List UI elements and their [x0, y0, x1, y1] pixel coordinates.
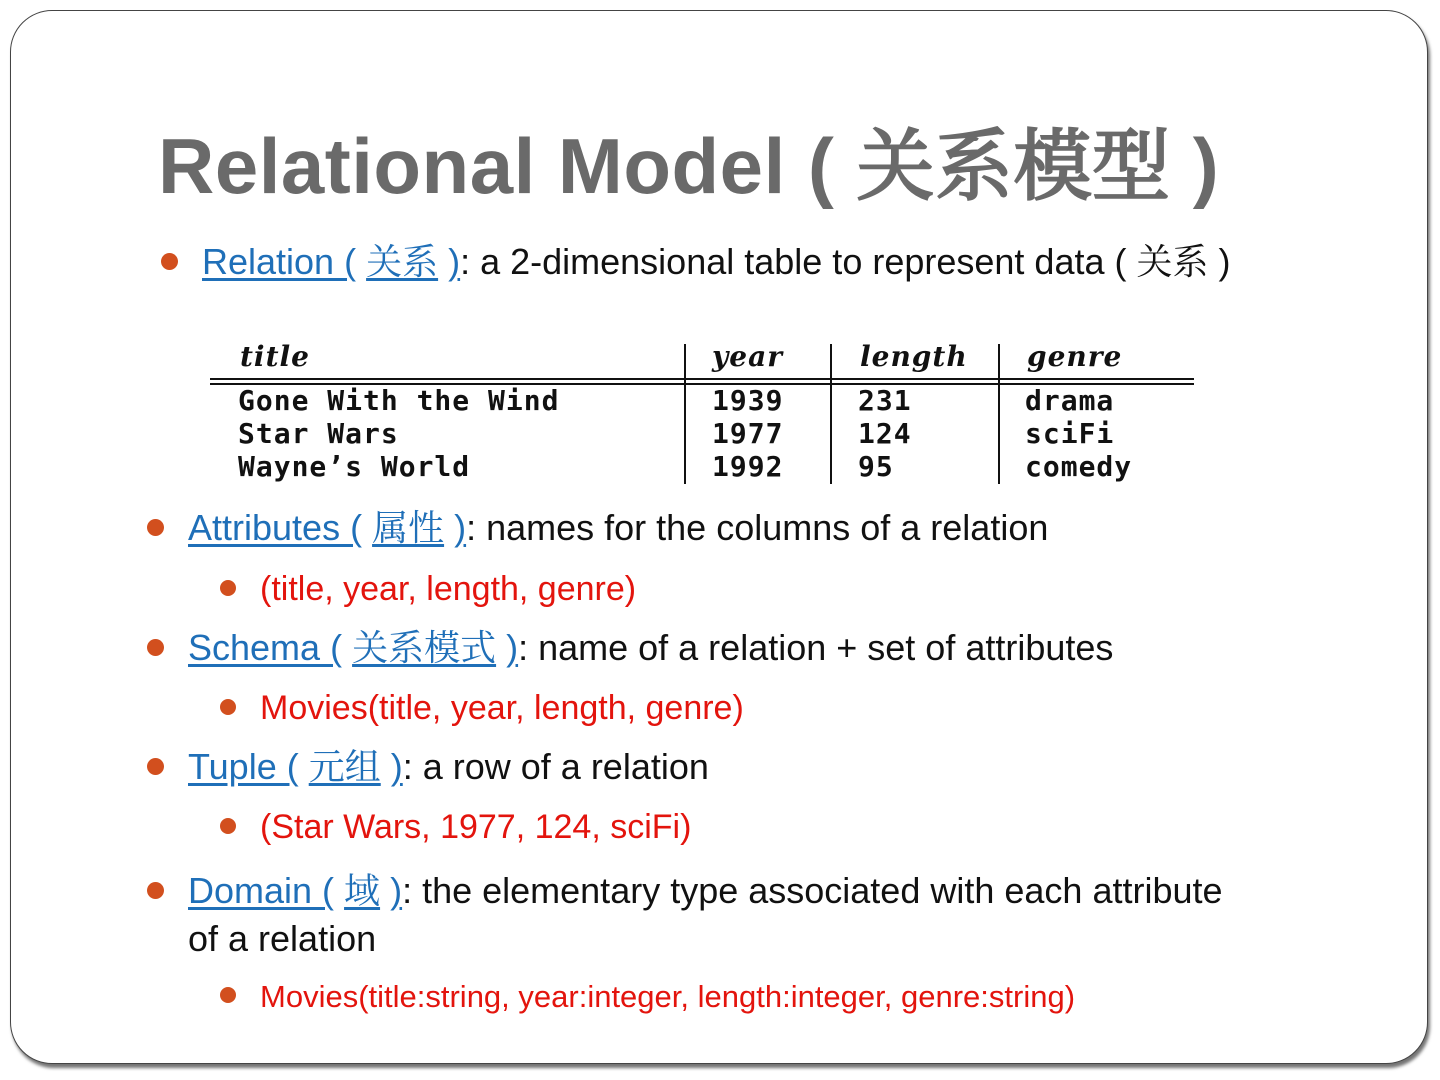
table-header-rule: [210, 378, 1194, 380]
domain-cn-link[interactable]: 域: [344, 870, 381, 911]
table-column-divider: [998, 344, 1000, 484]
sub-bullet-schema-example: [260, 685, 744, 731]
bullet-schema: [188, 624, 1113, 672]
bullet-dot: [147, 882, 164, 899]
bullet-attributes: [188, 504, 1048, 552]
table-header-year: year: [712, 340, 783, 373]
domain-definition-line2: of a relation: [188, 918, 377, 959]
sub-bullet-dot: [220, 699, 236, 715]
table-column-divider: [684, 344, 686, 484]
relation-link[interactable]: Relation (: [202, 241, 357, 282]
table-column-divider: [830, 344, 832, 484]
schema-example: Movies(title, year, length, genre): [260, 689, 744, 727]
domain-definition: : the elementary type associated with each attribute: [402, 870, 1223, 911]
attributes-definition: : names for the columns of a relation: [466, 507, 1049, 548]
table-cell: 1939: [712, 384, 784, 417]
attributes-link[interactable]: Attributes (: [188, 507, 363, 548]
tuple-close-link[interactable]: ): [390, 746, 403, 787]
tuple-definition: : a row of a relation: [402, 746, 709, 787]
bullet-dot: [147, 758, 164, 775]
table-cell: 95: [858, 450, 894, 483]
schema-cn-link[interactable]: 关系模式: [352, 627, 497, 668]
table-cell: 124: [858, 417, 912, 450]
relation-definition: : a 2-dimensional table to represent data ( 关系 ): [460, 241, 1231, 282]
domain-close-link[interactable]: ): [390, 870, 403, 911]
table-header-length: length: [860, 340, 968, 373]
relation-close-link[interactable]: ): [448, 241, 461, 282]
table-cell: sciFi: [1025, 417, 1115, 450]
table-cell: 231: [858, 384, 912, 417]
sub-bullet-dot: [220, 818, 236, 834]
movies-table: [210, 338, 1195, 488]
sub-bullet-dot: [220, 987, 236, 1003]
sub-bullet-domain-example: [260, 974, 1075, 1020]
table-cell: drama: [1025, 384, 1115, 417]
sub-bullet-tuple-example: [260, 804, 691, 850]
bullet-dot: [147, 639, 164, 656]
schema-link[interactable]: Schema (: [188, 627, 343, 668]
attributes-example: (title, year, length, genre): [260, 570, 637, 608]
attributes-cn-link[interactable]: 属性: [372, 507, 445, 548]
sub-bullet-dot: [220, 580, 236, 596]
table-cell: Star Wars: [238, 417, 399, 450]
tuple-link[interactable]: Tuple (: [188, 746, 299, 787]
table-header-genre: genre: [1027, 340, 1123, 373]
bullet-domain: [188, 867, 1223, 915]
table-cell: 1977: [712, 417, 784, 450]
table-cell: Wayne’s World: [238, 450, 471, 483]
bullet-tuple: [188, 743, 709, 791]
relation-cn-link[interactable]: 关系: [366, 241, 439, 282]
tuple-cn-link[interactable]: 元组: [308, 746, 381, 787]
domain-example: Movies(title:string, year:integer, length:integer, genre:string): [260, 979, 1076, 1014]
sub-bullet-attributes-example: [260, 566, 636, 612]
table-header-title: title: [240, 340, 310, 373]
domain-link[interactable]: Domain (: [188, 870, 335, 911]
bullet-dot: [161, 253, 178, 270]
table-cell: Gone With the Wind: [238, 384, 560, 417]
slide-title: Relational Model ( 关系模型 ): [158, 122, 1220, 210]
schema-close-link[interactable]: ): [506, 627, 519, 668]
attributes-close-link[interactable]: ): [454, 507, 467, 548]
table-cell: comedy: [1025, 450, 1133, 483]
tuple-example: (Star Wars, 1977, 124, sciFi): [260, 808, 692, 846]
bullet-dot: [147, 519, 164, 536]
bullet-domain-line2: [188, 915, 376, 963]
bullet-relation: [202, 238, 1230, 286]
table-cell: 1992: [712, 450, 784, 483]
schema-definition: : name of a relation + set of attributes: [518, 627, 1114, 668]
